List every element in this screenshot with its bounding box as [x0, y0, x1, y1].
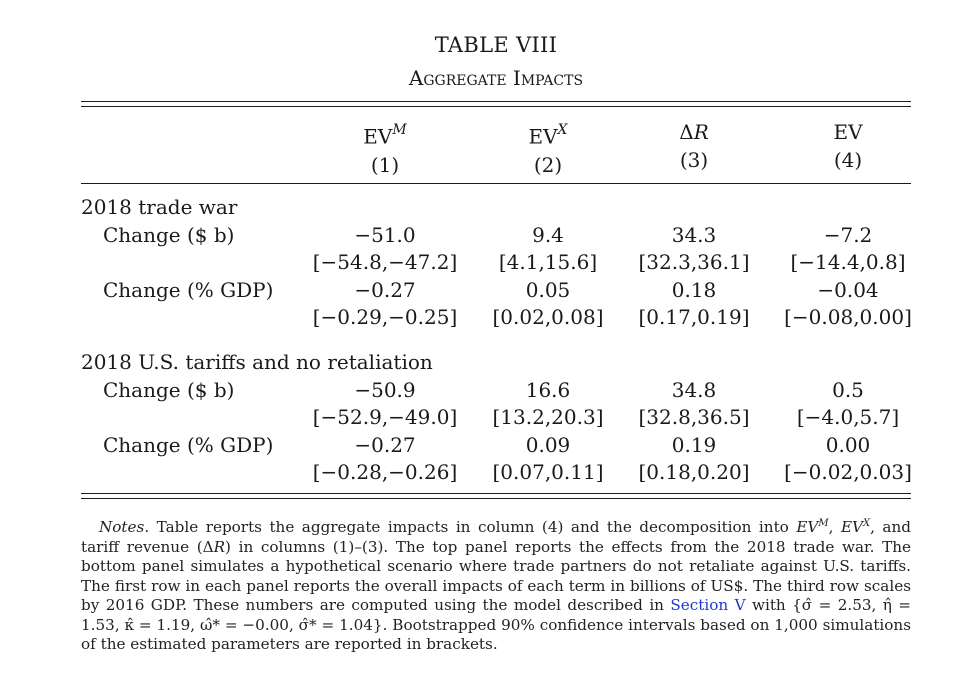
table-cell: 34.8: [671, 378, 717, 402]
column-header-evm: $EV^M$ (1): [363, 122, 407, 177]
table-ci-cell: [32.8,36.5]: [638, 405, 750, 429]
table-cell: 0.5: [832, 378, 864, 402]
table-ci-cell: [0.02,0.08]: [492, 305, 604, 329]
row-label: Change (% GDP): [103, 433, 274, 457]
table-ci-cell: [−0.08,0.00]: [784, 305, 912, 329]
table-ci-cell: [−52.9,−49.0]: [312, 405, 458, 429]
header-rule: [81, 183, 911, 184]
table-ci-cell: [0.18,0.20]: [638, 460, 750, 484]
table-cell: 0.18: [671, 278, 717, 302]
row-label: Change ($ b): [103, 378, 235, 402]
table-ci-cell: [−4.0,5.7]: [796, 405, 900, 429]
table-ci-cell: [−54.8,−47.2]: [312, 250, 458, 274]
top-rule: [81, 101, 911, 102]
section-v-link[interactable]: Section V: [670, 596, 746, 615]
table-ci-cell: [−0.02,0.03]: [784, 460, 912, 484]
table-cell: −51.0: [354, 223, 416, 247]
column-header-delta-r: ΔR (3): [679, 120, 709, 172]
table-cell: −0.04: [817, 278, 879, 302]
panel-heading-trade-war: 2018 trade war: [81, 195, 238, 219]
table-cell: 16.6: [525, 378, 571, 402]
table-cell: 0.09: [525, 433, 571, 457]
table-cell: −0.27: [354, 278, 416, 302]
bottom-rule: [81, 493, 911, 494]
parameter-set: {σ̂ = 2.53, η̂ = 1.53, κ̂ = 1.19, ω̂* = −0.00, σ̂* = 1.04}: [81, 596, 911, 634]
table-ci-cell: [−0.28,−0.26]: [312, 460, 458, 484]
column-header-evx: $EV^X$ (2): [528, 122, 568, 177]
table-cell: 0.19: [671, 433, 717, 457]
table-ci-cell: [32.3,36.1]: [638, 250, 750, 274]
table-subtitle: Aggregate Impacts: [408, 66, 584, 90]
table-title: TABLE VIII: [434, 33, 558, 57]
table-ci-cell: [−0.29,−0.25]: [312, 305, 458, 329]
row-label: Change (% GDP): [103, 278, 274, 302]
table-cell: 0.00: [825, 433, 871, 457]
table-cell: −0.27: [354, 433, 416, 457]
table-cell: −50.9: [354, 378, 416, 402]
table-cell: 0.05: [525, 278, 571, 302]
table-notes: Notes. Table reports the aggregate impacts in column (4) and the decomposition into $EV^M$, $EV^X$, and tariff revenue (ΔR) in columns (1)–(3). The top panel reports the effects from the 2018 trade war. The bottom panel simulates a hypothetical scenario where trade partners do not retaliate against U.S. tariffs. The first row in each panel reports the overall impacts of each term in billions of US$. The third row scales by 2016 GDP. These numbers are computed using the model described in Section V with {σ̂ = 2.53, η̂ = 1.53, κ̂ = 1.19, ω̂* = −0.00, σ̂* = 1.04}. Bootstrapped 90% confidence intervals based on 1,000 simulations of the estimated parameters are reported in brackets.: [81, 518, 911, 654]
column-header-ev: EV (4): [833, 120, 863, 172]
row-label: Change ($ b): [103, 223, 235, 247]
panel-heading-no-retaliation: 2018 U.S. tariffs and no retaliation: [81, 350, 433, 374]
bottom-rule-double: [81, 498, 911, 499]
table-ci-cell: [4.1,15.6]: [498, 250, 598, 274]
table-ci-cell: [13.2,20.3]: [492, 405, 604, 429]
notes-label: Notes: [99, 518, 145, 537]
table-cell: 9.4: [532, 223, 564, 247]
table-ci-cell: [0.07,0.11]: [492, 460, 604, 484]
table-cell: 34.3: [671, 223, 717, 247]
top-rule-double: [81, 106, 911, 107]
table-ci-cell: [0.17,0.19]: [638, 305, 750, 329]
table-ci-cell: [−14.4,0.8]: [790, 250, 906, 274]
table-cell: −7.2: [823, 223, 873, 247]
